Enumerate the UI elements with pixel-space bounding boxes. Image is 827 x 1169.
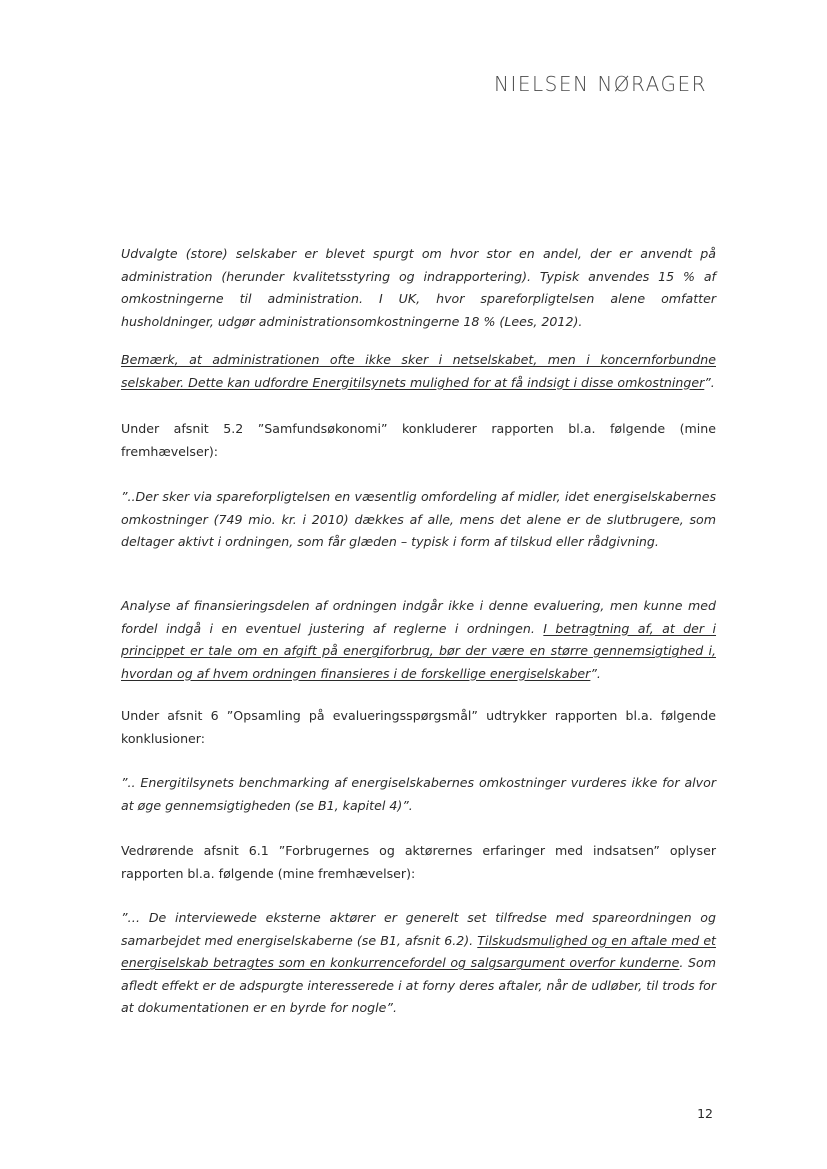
page-number: 12 xyxy=(697,1106,713,1121)
quote-close: ”. xyxy=(704,374,715,390)
company-logo: NIELSEN NØRAGER xyxy=(494,72,707,96)
underlined-text: Tilskudsmulighed og en aftale med et energiselskab betragtes som en konkurrencefordel og salgsargument overfor kunderne xyxy=(121,932,716,970)
paragraph-section-6: Under afsnit 6 ”Opsamling på evalueringsspørgsmål” udtrykker rapporten bl.a. følgende konklusioner: xyxy=(121,708,716,746)
quote-text: ”… De interviewede eksterne aktører er generelt set tilfredse med spareordningen og samarbejdet med energiselskaberne (se B1, afsnit 6.2). xyxy=(121,910,716,948)
paragraph-note-underlined xyxy=(121,349,716,394)
quote-actors xyxy=(121,907,716,1020)
paragraph-section-6-1: Vedrørende afsnit 6.1 ”Forbrugernes og aktørernes erfaringer med indsatsen” oplyser rapporten bl.a. følgende (mine fremhævelser): xyxy=(121,843,716,881)
paragraph-section-5-2: Under afsnit 5.2 ”Samfundsøkonomi” konkluderer rapporten bl.a. følgende (mine fremhævelser): xyxy=(121,421,716,459)
quote-benchmarking: ”.. Energitilsynets benchmarking af energiselskabernes omkostninger vurderes ikke for alvor at øge gennemsigtigheden (se B1, kapitel 4)”. xyxy=(121,775,716,813)
paragraph-admin-costs: Udvalgte (store) selskaber er blevet spurgt om hvor stor en andel, der er anvendt på administration (herunder kvalitetsstyring og indrapportering). Typisk anvendes 15 % af omkostningerne til administration. I UK, hvor spareforpligtelsen alene omfatter husholdninger, udgør administrationsomkostningerne 18 % (Lees, 2012). xyxy=(121,246,716,329)
underlined-text: Bemærk, at administrationen ofte ikke sker i netselskabet, men i koncernforbundne selskaber. Dette kan udfordre Energitilsynets mulighed for at få indsigt i disse omkostninger xyxy=(121,352,716,390)
quote-financing xyxy=(121,595,716,685)
quote-text: Analyse af finansieringsdelen af ordningen indgår ikke i denne evaluering, men kunne med fordel indgå i en eventuel justering af reglerne i ordningen. xyxy=(121,598,716,636)
quote-redistribution: ”..Der sker via spareforpligtelsen en væsentlig omfordeling af midler, idet energiselskabernes omkostninger (749 mio. kr. i 2010) dækkes af alle, mens det alene er de slutbrugere, som deltager aktivt i ordningen, som får glæden – typisk i form af tilskud eller rådgivning. xyxy=(121,489,716,549)
quote-close: ”. xyxy=(590,665,601,681)
quote-close: . Som afledt effekt er de adspurgte interesserede i at forny deres aftaler, når de udløber, til trods for at dokumentationen er en byrde for nogle”. xyxy=(121,955,716,1015)
underlined-text: I betragtning af, at der i princippet er tale om en afgift på energiforbrug, bør der være en større gennemsigtighed i, hvordan og af hvem ordningen finansieres i de forskellige energiselskaber xyxy=(121,620,717,681)
